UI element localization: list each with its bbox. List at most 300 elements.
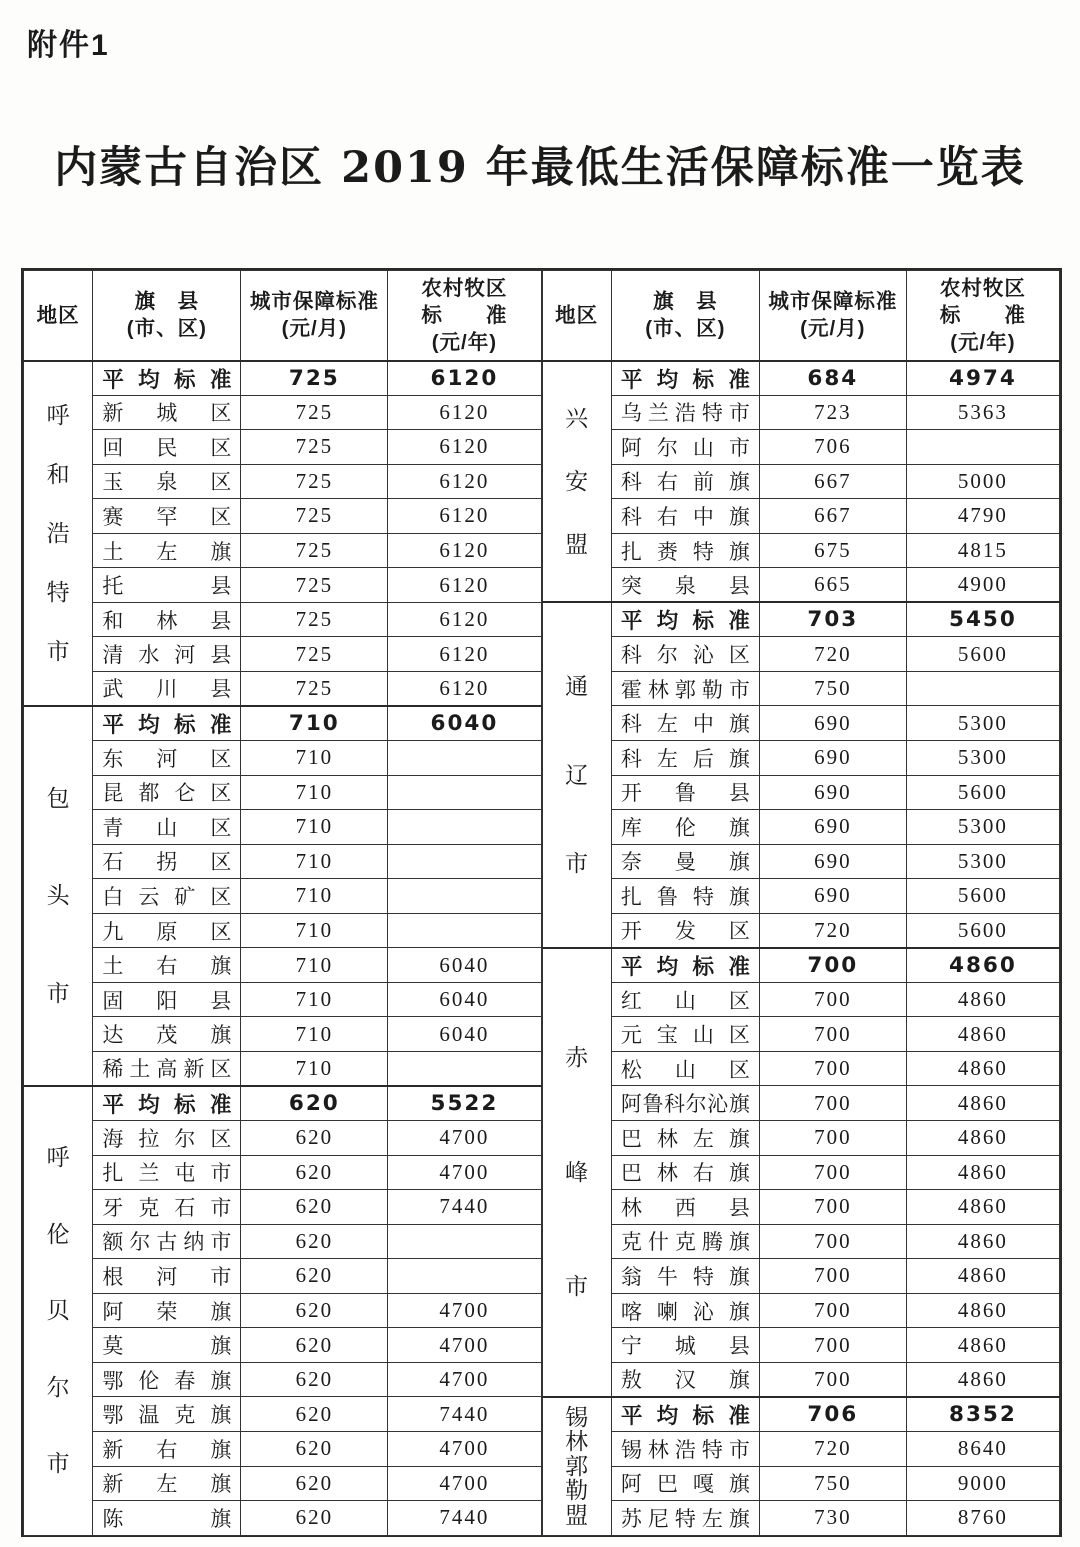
rural-standard-cell: 4860: [906, 1190, 1059, 1225]
urban-standard-cell: 723: [759, 395, 906, 430]
county-name-cell: 莫旗: [93, 1328, 241, 1363]
rural-standard-cell: 4700: [388, 1293, 541, 1328]
county-name-cell: 科左中旗: [611, 706, 759, 741]
header-rural-line2: 标 准: [939, 303, 1026, 327]
rural-standard-cell: 8640: [906, 1431, 1059, 1466]
county-row: [24, 948, 542, 983]
county-name-cell: 科尔沁区: [611, 637, 759, 672]
urban-standard-cell: 725: [241, 602, 388, 637]
county-row: [24, 1121, 542, 1156]
urban-standard-cell: 700: [759, 1190, 906, 1225]
county-row: [542, 499, 1060, 534]
rural-standard-cell: 4860: [906, 1121, 1059, 1156]
county-row: [542, 982, 1060, 1017]
county-row: [542, 879, 1060, 914]
urban-standard-cell: 725: [241, 671, 388, 706]
county-name-cell: 乌兰浩特市: [611, 395, 759, 430]
table-header-row: [542, 271, 1060, 361]
average-standard-row: [24, 361, 542, 396]
urban-standard-cell: 620: [241, 1501, 388, 1536]
table-left-half: [23, 270, 542, 1536]
header-urban: [759, 271, 906, 361]
county-row: [542, 1466, 1060, 1501]
rural-standard-cell: 6120: [388, 671, 541, 706]
rural-standard-cell: 8352: [906, 1397, 1059, 1432]
urban-standard-cell: 720: [759, 913, 906, 948]
rural-standard-cell: 6120: [388, 430, 541, 465]
county-name-cell: 平均标准: [611, 948, 759, 983]
rural-standard-cell: 4900: [906, 568, 1059, 603]
county-row: [542, 1086, 1060, 1121]
county-name-cell: 元宝山区: [611, 1017, 759, 1052]
county-name-cell: 九原区: [93, 913, 241, 948]
urban-standard-cell: 725: [241, 395, 388, 430]
rural-standard-cell: 6120: [388, 637, 541, 672]
rural-standard-cell: 4860: [906, 1017, 1059, 1052]
county-name-cell: 白云矿区: [93, 879, 241, 914]
urban-standard-cell: 700: [759, 1293, 906, 1328]
rural-standard-cell: 5000: [906, 464, 1059, 499]
county-name-cell: 玉泉区: [93, 464, 241, 499]
urban-standard-cell: 690: [759, 775, 906, 810]
rural-standard-cell: [388, 741, 541, 776]
urban-standard-cell: 720: [759, 637, 906, 672]
rural-standard-cell: 4700: [388, 1362, 541, 1397]
region-label: 赤 峰 市: [542, 948, 611, 1397]
header-urban: [241, 271, 388, 361]
table-header-row: [24, 271, 542, 361]
county-row: [24, 844, 542, 879]
urban-standard-cell: 665: [759, 568, 906, 603]
county-row: [24, 395, 542, 430]
rural-standard-cell: [906, 671, 1059, 706]
county-name-cell: 额尔古纳市: [93, 1224, 241, 1259]
county-row: [24, 1431, 542, 1466]
county-name-cell: 扎赉特旗: [611, 533, 759, 568]
county-row: [24, 1051, 542, 1086]
urban-standard-cell: 710: [241, 1017, 388, 1052]
county-name-cell: 扎鲁特旗: [611, 879, 759, 914]
region-label: 包 头 市: [24, 706, 93, 1086]
urban-standard-cell: 620: [241, 1121, 388, 1156]
urban-standard-cell: 690: [759, 706, 906, 741]
rural-standard-cell: 4860: [906, 1362, 1059, 1397]
county-name-cell: 林西县: [611, 1190, 759, 1225]
urban-standard-cell: 620: [241, 1224, 388, 1259]
rural-standard-cell: 6120: [388, 395, 541, 430]
county-row: [24, 1397, 542, 1432]
rural-standard-cell: 7440: [388, 1190, 541, 1225]
urban-standard-cell: 620: [241, 1397, 388, 1432]
county-name-cell: 青山区: [93, 810, 241, 845]
county-row: [24, 1190, 542, 1225]
header-rural-line3: (元/年): [950, 330, 1016, 354]
rural-standard-cell: [388, 1051, 541, 1086]
urban-standard-cell: 620: [241, 1293, 388, 1328]
urban-standard-cell: 620: [241, 1259, 388, 1294]
region-label: 锡 林 郭 勒 盟: [542, 1397, 611, 1535]
county-row: [24, 1362, 542, 1397]
county-row: [24, 982, 542, 1017]
county-row: [542, 1362, 1060, 1397]
urban-standard-cell: 725: [241, 568, 388, 603]
county-row: [542, 775, 1060, 810]
header-urban-line2: (元/月): [800, 317, 866, 341]
urban-standard-cell: 710: [241, 1051, 388, 1086]
county-row: [542, 913, 1060, 948]
county-row: [542, 1328, 1060, 1363]
county-row: [24, 1224, 542, 1259]
county-name-cell: 新左旗: [93, 1466, 241, 1501]
urban-standard-cell: 690: [759, 844, 906, 879]
county-row: [24, 637, 542, 672]
attachment-label: 附件1: [27, 29, 110, 62]
county-row: [542, 706, 1060, 741]
rural-standard-cell: 4860: [906, 982, 1059, 1017]
rural-standard-cell: 4860: [906, 1293, 1059, 1328]
rural-standard-cell: 7440: [388, 1501, 541, 1536]
rural-standard-cell: 6120: [388, 499, 541, 534]
rural-standard-cell: 4860: [906, 948, 1059, 983]
average-standard-row: [24, 706, 542, 741]
region-label: 通 辽 市: [542, 602, 611, 947]
header-county-line2: (市、区): [126, 317, 207, 341]
urban-standard-cell: 750: [759, 671, 906, 706]
county-name-cell: 翁牛特旗: [611, 1259, 759, 1294]
rural-standard-cell: 4815: [906, 533, 1059, 568]
urban-standard-cell: 700: [759, 1051, 906, 1086]
header-urban-line2: (元/月): [281, 317, 347, 341]
urban-standard-cell: 725: [241, 533, 388, 568]
county-name-cell: 海拉尔区: [93, 1121, 241, 1156]
county-name-cell: 开鲁县: [611, 775, 759, 810]
rural-standard-cell: 4700: [388, 1121, 541, 1156]
header-county-line2: (市、区): [645, 317, 726, 341]
county-name-cell: 扎兰屯市: [93, 1155, 241, 1190]
average-standard-row: [24, 1086, 542, 1121]
urban-standard-cell: 725: [241, 499, 388, 534]
average-standard-row: [542, 602, 1060, 637]
county-name-cell: 武川县: [93, 671, 241, 706]
urban-standard-cell: 725: [241, 464, 388, 499]
county-row: [542, 395, 1060, 430]
county-name-cell: 宁城县: [611, 1328, 759, 1363]
county-row: [24, 1293, 542, 1328]
rural-standard-cell: [388, 775, 541, 810]
rural-standard-cell: 6120: [388, 361, 541, 396]
county-name-cell: 巴林左旗: [611, 1121, 759, 1156]
rural-standard-cell: 5600: [906, 913, 1059, 948]
county-row: [542, 1259, 1060, 1294]
urban-standard-cell: 710: [241, 810, 388, 845]
county-row: [24, 499, 542, 534]
county-name-cell: 回民区: [93, 430, 241, 465]
urban-standard-cell: 730: [759, 1501, 906, 1536]
county-name-cell: 克什克腾旗: [611, 1224, 759, 1259]
rural-standard-cell: 4860: [906, 1328, 1059, 1363]
rural-standard-cell: 6040: [388, 982, 541, 1017]
rural-standard-cell: [388, 913, 541, 948]
county-row: [542, 1017, 1060, 1052]
urban-standard-cell: 700: [759, 1259, 906, 1294]
county-name-cell: 陈旗: [93, 1501, 241, 1536]
rural-standard-cell: 8760: [906, 1501, 1059, 1536]
urban-standard-cell: 725: [241, 637, 388, 672]
county-name-cell: 新右旗: [93, 1431, 241, 1466]
county-name-cell: 昆都仑区: [93, 775, 241, 810]
rural-standard-cell: 4700: [388, 1328, 541, 1363]
average-standard-row: [542, 361, 1060, 396]
rural-standard-cell: 4860: [906, 1051, 1059, 1086]
average-standard-row: [542, 1397, 1060, 1432]
county-row: [24, 1466, 542, 1501]
county-name-cell: 库伦旗: [611, 810, 759, 845]
urban-standard-cell: 620: [241, 1328, 388, 1363]
rural-standard-cell: 4974: [906, 361, 1059, 396]
rural-standard-cell: 4860: [906, 1259, 1059, 1294]
rural-standard-cell: 6040: [388, 948, 541, 983]
county-row: [542, 810, 1060, 845]
urban-standard-cell: 710: [241, 844, 388, 879]
header-rural: [906, 271, 1059, 361]
urban-standard-cell: 710: [241, 741, 388, 776]
rural-standard-cell: 5600: [906, 879, 1059, 914]
county-row: [24, 568, 542, 603]
county-name-cell: 平均标准: [611, 361, 759, 396]
urban-standard-cell: 620: [241, 1190, 388, 1225]
county-name-cell: 平均标准: [93, 1086, 241, 1121]
urban-standard-cell: 700: [759, 1086, 906, 1121]
rural-standard-cell: 6040: [388, 1017, 541, 1052]
county-name-cell: 松山区: [611, 1051, 759, 1086]
urban-standard-cell: 700: [759, 1328, 906, 1363]
rural-standard-cell: 7440: [388, 1397, 541, 1432]
urban-standard-cell: 700: [759, 1121, 906, 1156]
urban-standard-cell: 706: [759, 1397, 906, 1432]
urban-standard-cell: 750: [759, 1466, 906, 1501]
county-name-cell: 平均标准: [611, 1397, 759, 1432]
rural-standard-cell: 5600: [906, 637, 1059, 672]
urban-standard-cell: 620: [241, 1466, 388, 1501]
region-label: 呼 伦 贝 尔 市: [24, 1086, 93, 1535]
urban-standard-cell: 620: [241, 1362, 388, 1397]
rural-standard-cell: 4700: [388, 1466, 541, 1501]
county-name-cell: 苏尼特左旗: [611, 1501, 759, 1536]
county-name-cell: 托县: [93, 568, 241, 603]
county-name-cell: 平均标准: [611, 602, 759, 637]
region-label: 呼 和 浩 特 市: [24, 361, 93, 706]
rural-standard-cell: 6040: [388, 706, 541, 741]
rural-standard-cell: 4860: [906, 1224, 1059, 1259]
urban-standard-cell: 675: [759, 533, 906, 568]
county-row: [542, 1431, 1060, 1466]
county-name-cell: 阿尔山市: [611, 430, 759, 465]
header-urban-line1: 城市保障标准: [768, 290, 898, 314]
county-name-cell: 牙克石市: [93, 1190, 241, 1225]
rural-standard-cell: [388, 1259, 541, 1294]
rural-standard-cell: 6120: [388, 602, 541, 637]
header-rural-line2: 标 准: [421, 303, 508, 327]
rural-standard-cell: 4860: [906, 1086, 1059, 1121]
urban-standard-cell: 706: [759, 430, 906, 465]
county-row: [24, 913, 542, 948]
county-row: [542, 430, 1060, 465]
county-name-cell: 开发区: [611, 913, 759, 948]
rural-standard-cell: 5450: [906, 602, 1059, 637]
county-name-cell: 根河市: [93, 1259, 241, 1294]
county-row: [542, 741, 1060, 776]
rural-standard-cell: 4700: [388, 1431, 541, 1466]
urban-standard-cell: 667: [759, 464, 906, 499]
county-row: [24, 602, 542, 637]
county-row: [542, 464, 1060, 499]
county-name-cell: 阿鲁科尔沁旗: [611, 1086, 759, 1121]
header-county: [611, 271, 759, 361]
urban-standard-cell: 720: [759, 1431, 906, 1466]
county-name-cell: 喀喇沁旗: [611, 1293, 759, 1328]
county-name-cell: 鄂伦春旗: [93, 1362, 241, 1397]
urban-standard-cell: 700: [759, 1155, 906, 1190]
county-row: [24, 533, 542, 568]
county-row: [24, 430, 542, 465]
urban-standard-cell: 703: [759, 602, 906, 637]
rural-standard-cell: 9000: [906, 1466, 1059, 1501]
county-row: [542, 533, 1060, 568]
county-name-cell: 东河区: [93, 741, 241, 776]
county-row: [542, 1293, 1060, 1328]
header-region: 地区: [542, 271, 611, 361]
county-name-cell: 和林县: [93, 602, 241, 637]
rural-standard-cell: 5300: [906, 741, 1059, 776]
urban-standard-cell: 620: [241, 1155, 388, 1190]
county-name-cell: 突泉县: [611, 568, 759, 603]
county-name-cell: 固阳县: [93, 982, 241, 1017]
county-row: [542, 568, 1060, 603]
county-row: [24, 671, 542, 706]
county-name-cell: 清水河县: [93, 637, 241, 672]
urban-standard-cell: 710: [241, 982, 388, 1017]
county-row: [542, 1224, 1060, 1259]
county-row: [24, 1155, 542, 1190]
county-name-cell: 科右中旗: [611, 499, 759, 534]
county-row: [542, 844, 1060, 879]
urban-standard-cell: 710: [241, 913, 388, 948]
rural-standard-cell: 5522: [388, 1086, 541, 1121]
county-name-cell: 平均标准: [93, 361, 241, 396]
urban-standard-cell: 700: [759, 1017, 906, 1052]
rural-standard-cell: 5300: [906, 706, 1059, 741]
urban-standard-cell: 700: [759, 1362, 906, 1397]
county-row: [24, 1017, 542, 1052]
county-row: [542, 671, 1060, 706]
county-row: [24, 1501, 542, 1536]
county-name-cell: 赛罕区: [93, 499, 241, 534]
county-name-cell: 奈曼旗: [611, 844, 759, 879]
header-rural-line1: 农村牧区: [939, 276, 1026, 300]
rural-standard-cell: 5300: [906, 844, 1059, 879]
county-row: [542, 1190, 1060, 1225]
county-name-cell: 霍林郭勒市: [611, 671, 759, 706]
urban-standard-cell: 620: [241, 1086, 388, 1121]
county-row: [542, 1121, 1060, 1156]
urban-standard-cell: 684: [759, 361, 906, 396]
urban-standard-cell: 700: [759, 982, 906, 1017]
county-row: [24, 741, 542, 776]
county-name-cell: 阿巴嘎旗: [611, 1466, 759, 1501]
rural-standard-cell: [388, 844, 541, 879]
county-name-cell: 稀土高新区: [93, 1051, 241, 1086]
header-rural-line3: (元/年): [431, 330, 498, 354]
urban-standard-cell: 725: [241, 361, 388, 396]
urban-standard-cell: 620: [241, 1431, 388, 1466]
county-name-cell: 平均标准: [93, 706, 241, 741]
county-name-cell: 科左后旗: [611, 741, 759, 776]
rural-standard-cell: 4860: [906, 1155, 1059, 1190]
urban-standard-cell: 710: [241, 775, 388, 810]
county-row: [24, 810, 542, 845]
urban-standard-cell: 710: [241, 706, 388, 741]
urban-standard-cell: 700: [759, 948, 906, 983]
county-name-cell: 新城区: [93, 395, 241, 430]
county-name-cell: 鄂温克旗: [93, 1397, 241, 1432]
county-row: [24, 1328, 542, 1363]
rural-standard-cell: 6120: [388, 464, 541, 499]
average-standard-row: [542, 948, 1060, 983]
header-rural: [388, 271, 541, 361]
county-name-cell: 敖汉旗: [611, 1362, 759, 1397]
county-row: [24, 1259, 542, 1294]
header-county: [93, 271, 241, 361]
county-row: [542, 1155, 1060, 1190]
county-name-cell: 红山区: [611, 982, 759, 1017]
urban-standard-cell: 700: [759, 1224, 906, 1259]
county-name-cell: 阿荣旗: [93, 1293, 241, 1328]
county-row: [542, 637, 1060, 672]
rural-standard-cell: [906, 430, 1059, 465]
county-name-cell: 石拐区: [93, 844, 241, 879]
header-region: 地区: [24, 271, 93, 361]
urban-standard-cell: 710: [241, 879, 388, 914]
header-urban-line1: 城市保障标准: [249, 290, 379, 314]
header-county-line1: 旗 县: [653, 290, 718, 314]
county-name-cell: 土右旗: [93, 948, 241, 983]
urban-standard-cell: 690: [759, 879, 906, 914]
urban-standard-cell: 710: [241, 948, 388, 983]
county-name-cell: 达茂旗: [93, 1017, 241, 1052]
rural-standard-cell: 6120: [388, 533, 541, 568]
county-row: [24, 464, 542, 499]
header-rural-line1: 农村牧区: [421, 276, 508, 300]
urban-standard-cell: 690: [759, 810, 906, 845]
header-county-line1: 旗 县: [134, 290, 200, 314]
county-name-cell: 锡林浩特市: [611, 1431, 759, 1466]
urban-standard-cell: 725: [241, 430, 388, 465]
urban-standard-cell: 667: [759, 499, 906, 534]
urban-standard-cell: 690: [759, 741, 906, 776]
rural-standard-cell: 4700: [388, 1155, 541, 1190]
rural-standard-cell: [388, 879, 541, 914]
rural-standard-cell: [388, 1224, 541, 1259]
table-right-half: [542, 270, 1061, 1536]
page-title: 内蒙古自治区 2019 年最低生活保障标准一览表: [54, 143, 1026, 193]
rural-standard-cell: 5600: [906, 775, 1059, 810]
rural-standard-cell: 6120: [388, 568, 541, 603]
county-row: [542, 1501, 1060, 1536]
rural-standard-cell: [388, 810, 541, 845]
county-row: [24, 879, 542, 914]
county-row: [24, 775, 542, 810]
rural-standard-cell: 5300: [906, 810, 1059, 845]
